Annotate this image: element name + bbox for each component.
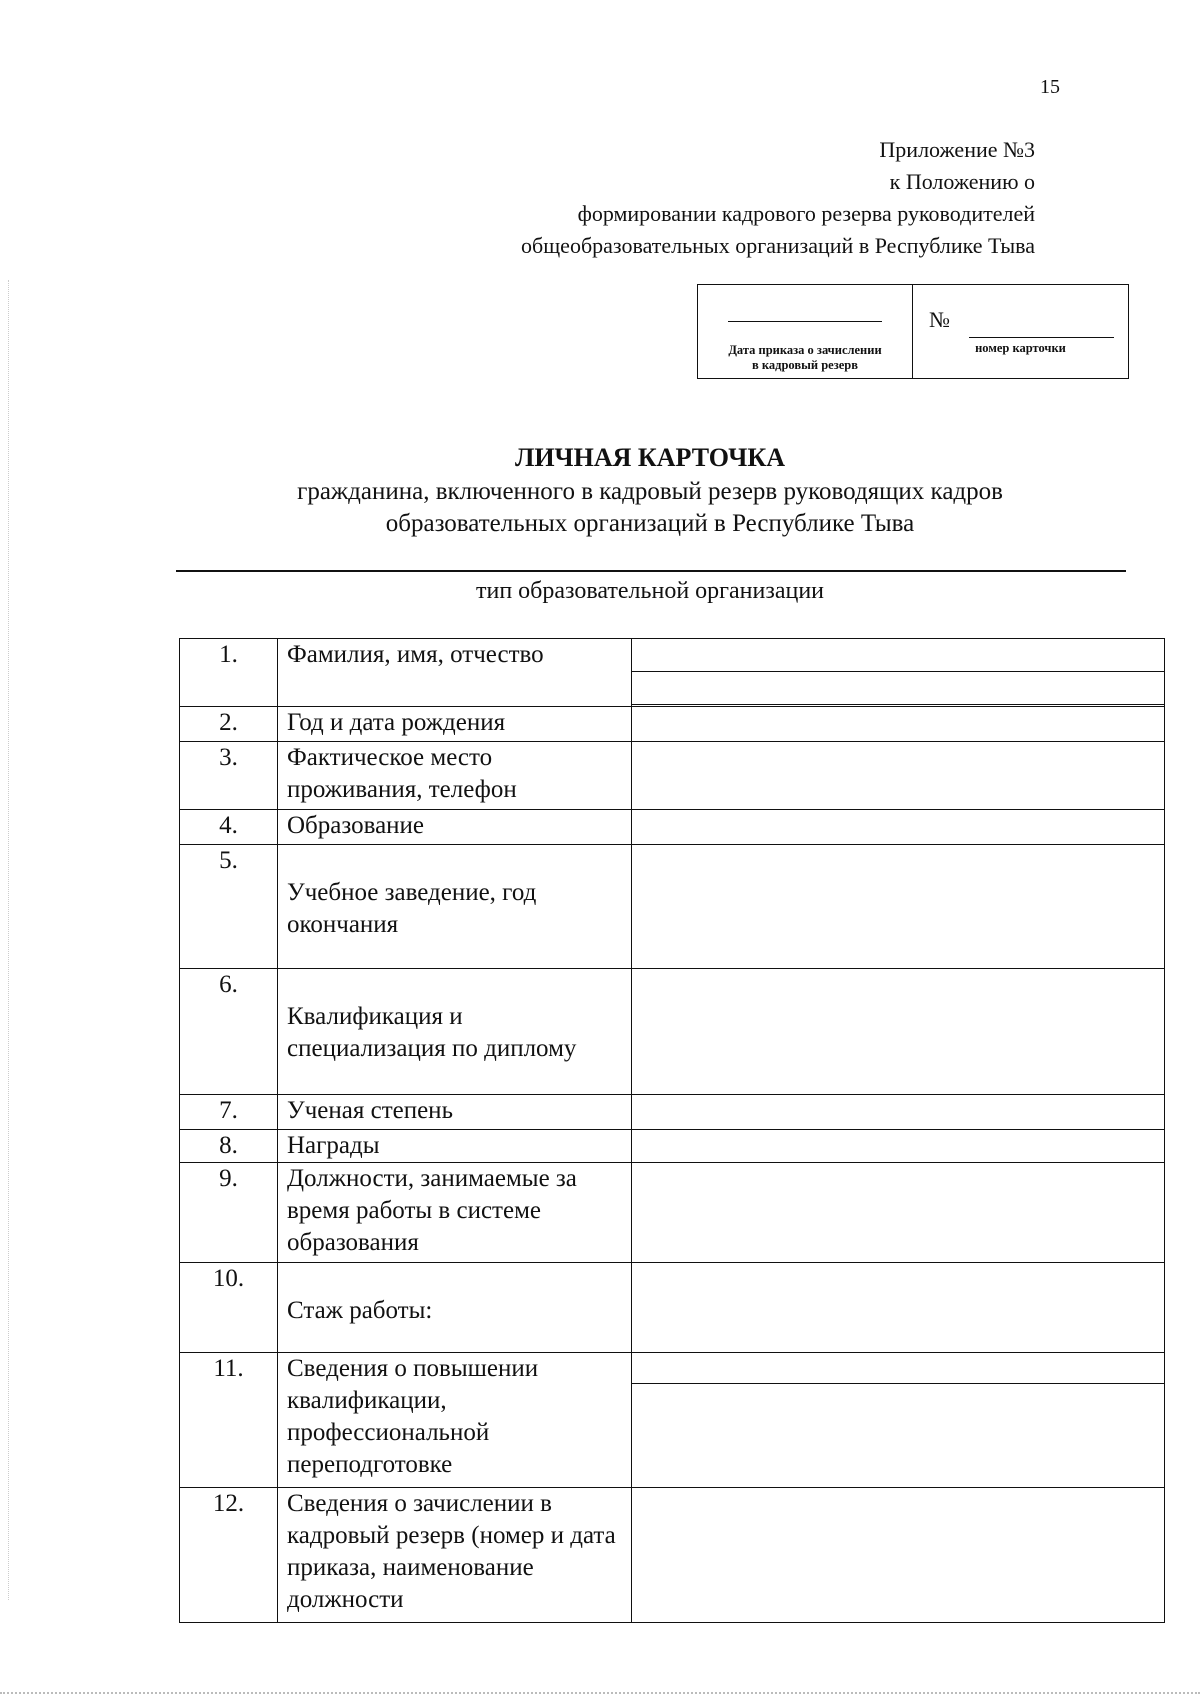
row-label: Сведения о повышении квалификации, профессиональной переподготовке — [278, 1353, 632, 1488]
table-row — [180, 742, 1165, 810]
row-number: 1. — [180, 639, 278, 707]
row-number: 4. — [180, 810, 278, 845]
row-value-field[interactable] — [632, 810, 1165, 845]
row-label: Фамилия, имя, отчество — [278, 639, 632, 707]
card-title: ЛИЧНАЯ КАРТОЧКА — [514, 443, 786, 472]
appendix-line: общеобразовательных организаций в Республике Тыва — [521, 233, 1035, 258]
row-value-field[interactable] — [632, 707, 1165, 742]
row-number: 9. — [180, 1163, 278, 1263]
row-value-field[interactable] — [632, 1095, 1165, 1130]
table-row — [180, 1095, 1165, 1130]
order-info-box — [697, 284, 1129, 379]
row-label: Должности, занимаемые за время работы в системе образования — [278, 1163, 632, 1263]
row-label: Фактическое место проживания, телефон — [278, 742, 632, 810]
card-number-line — [969, 337, 1114, 338]
org-type-line[interactable] — [176, 570, 1126, 572]
row-label: Награды — [278, 1130, 632, 1163]
fio-subfield[interactable] — [632, 643, 1164, 672]
card-subtitle-line: гражданина, включенного в кадровый резерв руководящих кадров — [297, 478, 1003, 505]
row-label-text: Квалификация и специализация по диплому — [287, 1003, 577, 1062]
row-value-field[interactable] — [632, 639, 1165, 707]
row-label: Ученая степень — [278, 1095, 632, 1130]
appendix-line: формировании кадрового резерва руководителей — [577, 201, 1035, 226]
table-row — [180, 707, 1165, 742]
table-row — [180, 1353, 1165, 1488]
row-number: 12. — [180, 1488, 278, 1623]
order-date-caption-line: Дата приказа о зачислении — [728, 343, 882, 357]
row-number: 8. — [180, 1130, 278, 1163]
card-subtitle — [0, 476, 1200, 540]
table-row — [180, 810, 1165, 845]
row-value-field[interactable] — [632, 1263, 1165, 1353]
row-label — [278, 1263, 632, 1353]
row-value-field[interactable] — [632, 969, 1165, 1095]
fio-subfield[interactable] — [632, 672, 1164, 705]
page-number: 15 — [1040, 76, 1060, 98]
order-date-caption-line: в кадровый резерв — [752, 358, 858, 372]
order-date-cell[interactable] — [698, 285, 913, 378]
row-value-field[interactable] — [632, 1488, 1165, 1623]
table-row — [180, 1263, 1165, 1353]
row-value-field[interactable] — [632, 1130, 1165, 1163]
row-value-field[interactable] — [632, 742, 1165, 810]
row-number: 3. — [180, 742, 278, 810]
row-label — [278, 969, 632, 1095]
row-value-field[interactable] — [632, 845, 1165, 969]
row-number: 5. — [180, 845, 278, 969]
row-number: 7. — [180, 1095, 278, 1130]
personal-card-table — [179, 638, 1165, 1623]
card-subtitle-line: образовательных организаций в Республике Тыва — [385, 510, 915, 537]
table-row — [180, 845, 1165, 969]
row-label: Сведения о зачислении в кадровый резерв (номер и дата приказа, наименование должности — [278, 1488, 632, 1623]
card-number-cell[interactable] — [913, 285, 1128, 378]
order-date-line — [728, 321, 882, 322]
table-row — [180, 969, 1165, 1095]
row-label: Образование — [278, 810, 632, 845]
appendix-line: к Положению о — [889, 169, 1035, 194]
row-label-text: Учебное заведение, год окончания — [287, 879, 537, 938]
table-row — [180, 1163, 1165, 1263]
row-number: 2. — [180, 707, 278, 742]
card-number-caption: номер карточки — [975, 341, 1066, 355]
row-value-field[interactable] — [632, 1163, 1165, 1263]
row-number: 11. — [180, 1353, 278, 1488]
appendix-reference — [521, 134, 1035, 262]
row-label: Год и дата рождения — [278, 707, 632, 742]
row-label — [278, 845, 632, 969]
table-row — [180, 1130, 1165, 1163]
row-number: 10. — [180, 1263, 278, 1353]
table-row — [180, 1488, 1165, 1623]
training-subfield[interactable] — [632, 1357, 1164, 1384]
order-date-caption — [698, 343, 912, 373]
row-value-field[interactable] — [632, 1353, 1165, 1488]
table-row — [180, 639, 1165, 707]
appendix-line: Приложение №3 — [879, 137, 1035, 162]
row-label-text: Стаж работы: — [287, 1297, 433, 1324]
number-sign: № — [929, 307, 950, 332]
row-number: 6. — [180, 969, 278, 1095]
scan-edge-bottom — [0, 1692, 1200, 1694]
org-type-caption: тип образовательной организации — [475, 578, 825, 604]
